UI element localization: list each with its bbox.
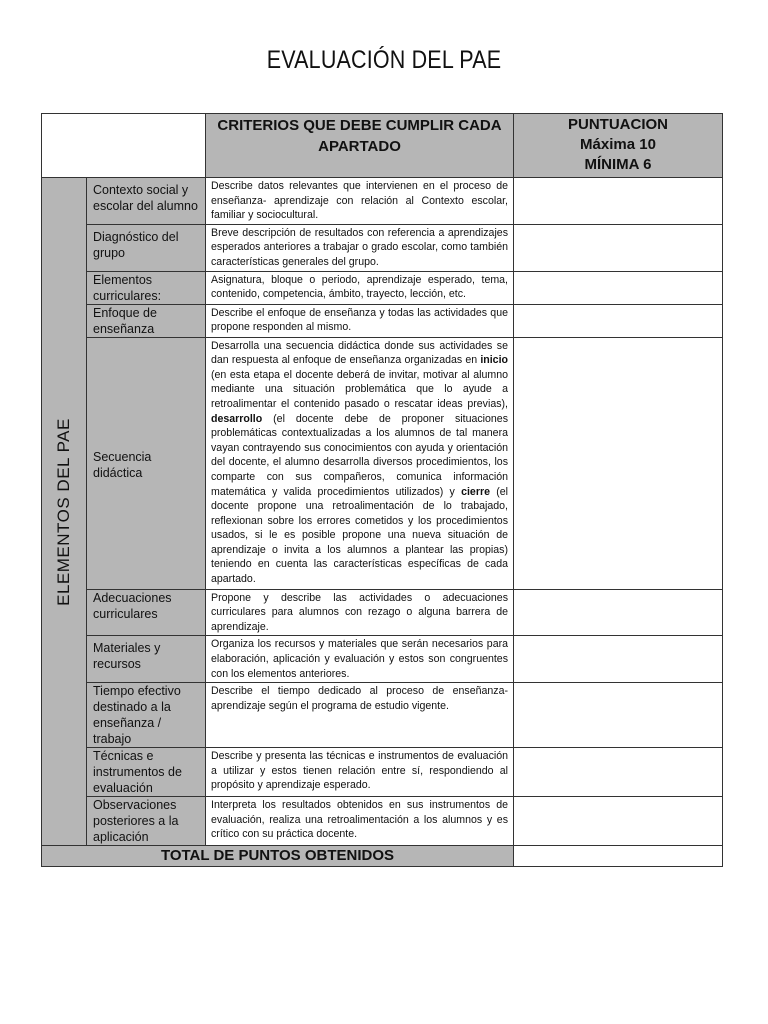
element-label: Adecuaciones curriculares	[87, 589, 206, 636]
criteria-header-line1: CRITERIOS QUE DEBE CUMPLIR CADA	[217, 117, 502, 134]
score-header-line1: PUNTUACION	[568, 116, 668, 133]
score-cell[interactable]	[514, 636, 723, 683]
criteria-description: Breve descripción de resultados con referencia a aprendizajes esperados anteriores a trabajar o grado escolar, como también características generales del grupo.	[206, 224, 514, 271]
criteria-description: Asignatura, bloque o periodo, aprendizaje esperado, tema, contenido, competencia, ámbito, trayecto, lección, etc.	[206, 271, 514, 304]
side-label-cell	[42, 178, 87, 846]
table-row	[42, 224, 723, 271]
evaluation-table	[41, 113, 723, 867]
description-bold-term: desarrollo	[211, 412, 263, 425]
table-row	[42, 797, 723, 846]
table-row	[42, 337, 723, 589]
criteria-description	[206, 337, 514, 589]
element-label: Materiales y recursos	[87, 636, 206, 683]
total-label: TOTAL DE PUNTOS OBTENIDOS	[42, 846, 514, 867]
header-blank-cell	[42, 114, 206, 178]
criteria-description: Organiza los recursos y materiales que serán necesarios para elaboración, aplicación y evaluación y estos son congruentes con los elementos anteriores.	[206, 636, 514, 683]
criteria-description: Describe el enfoque de enseñanza y todas las actividades que propone responden al mismo.	[206, 304, 514, 337]
element-label: Elementos curriculares:	[87, 271, 206, 304]
score-header-line3: MÍNIMA 6	[584, 156, 652, 173]
description-bold-term: cierre	[461, 485, 490, 498]
total-score-cell[interactable]	[514, 846, 723, 867]
score-cell[interactable]	[514, 589, 723, 636]
score-cell[interactable]	[514, 271, 723, 304]
description-text: (en esta etapa el docente deberá de invitar, motivar al alumno mediante una situación problemática que lo ayude a retroalimentar el contenido pasado o rescatar ideas previas),	[211, 368, 508, 410]
element-label: Tiempo efectivo destinado a la enseñanza / trabajo	[87, 683, 206, 748]
score-cell[interactable]	[514, 748, 723, 797]
element-label: Secuencia didáctica	[87, 337, 206, 589]
table-row	[42, 683, 723, 748]
criteria-header-line2: APARTADO	[318, 138, 401, 155]
side-label: ELEMENTOS DEL PAE	[54, 417, 73, 606]
criteria-header	[206, 114, 514, 178]
element-label: Diagnóstico del grupo	[87, 224, 206, 271]
element-label: Observaciones posteriores a la aplicación	[87, 797, 206, 846]
table-row	[42, 304, 723, 337]
element-label: Enfoque de enseñanza	[87, 304, 206, 337]
criteria-description: Interpreta los resultados obtenidos en sus instrumentos de evaluación, realiza una retroalimentación a los alumnos y es crítico con su práctica docente.	[206, 797, 514, 846]
criteria-description: Propone y describe las actividades o adecuaciones curriculares para alumnos con rezago o alguna barrera de aprendizaje.	[206, 589, 514, 636]
table-header-row	[42, 114, 723, 178]
description-bold-term: inicio	[480, 354, 508, 367]
description-text: (el docente propone una retroalimentación de lo trabajado, reflexionan sobre los errores cometidos y los procedimientos usados, si le es posible propone una nueva situación de aprendizaje o invita a los alumnos a plantear las propias) teniendo en cuenta las características específicas de cada apartado.	[211, 485, 508, 586]
table-row	[42, 589, 723, 636]
score-cell[interactable]	[514, 797, 723, 846]
criteria-description: Describe y presenta las técnicas e instrumentos de evaluación a utilizar y estos tienen relación entre sí, respondiendo al propósito y aprendizaje esperado.	[206, 748, 514, 797]
table-row	[42, 271, 723, 304]
page-title: EVALUACIÓN DEL PAE	[266, 46, 502, 74]
description-text: Desarrolla una secuencia didáctica donde sus actividades se dan respuesta al enfoque de enseñanza organizadas en	[211, 339, 508, 367]
score-cell[interactable]	[514, 178, 723, 225]
score-cell[interactable]	[514, 304, 723, 337]
score-cell[interactable]	[514, 337, 723, 589]
score-cell[interactable]	[514, 683, 723, 748]
table-row	[42, 748, 723, 797]
element-label: Contexto social y escolar del alumno	[87, 178, 206, 225]
table-row	[42, 636, 723, 683]
total-row	[42, 846, 723, 867]
element-label: Técnicas e instrumentos de evaluación	[87, 748, 206, 797]
table-row	[42, 178, 723, 225]
criteria-description: Describe el tiempo dedicado al proceso de enseñanza-aprendizaje según el programa de estudio vigente.	[206, 683, 514, 748]
description-text: (el docente debe de proponer situaciones problemáticas contextualizadas a los alumnos de tal manera vayan contrayendo sus conocimientos con ayuda y orientación del docente, el alumno desarrolla diversos procedimientos, los comparte con sus compañeros, comunica información matemática y valida procedimientos utilizados) y	[211, 412, 508, 498]
criteria-description: Describe datos relevantes que intervienen en el proceso de enseñanza- aprendizaje con relación al Contexto escolar, familiar y sociocultural.	[206, 178, 514, 225]
score-cell[interactable]	[514, 224, 723, 271]
score-header	[514, 114, 723, 178]
score-header-line2: Máxima 10	[580, 136, 656, 153]
